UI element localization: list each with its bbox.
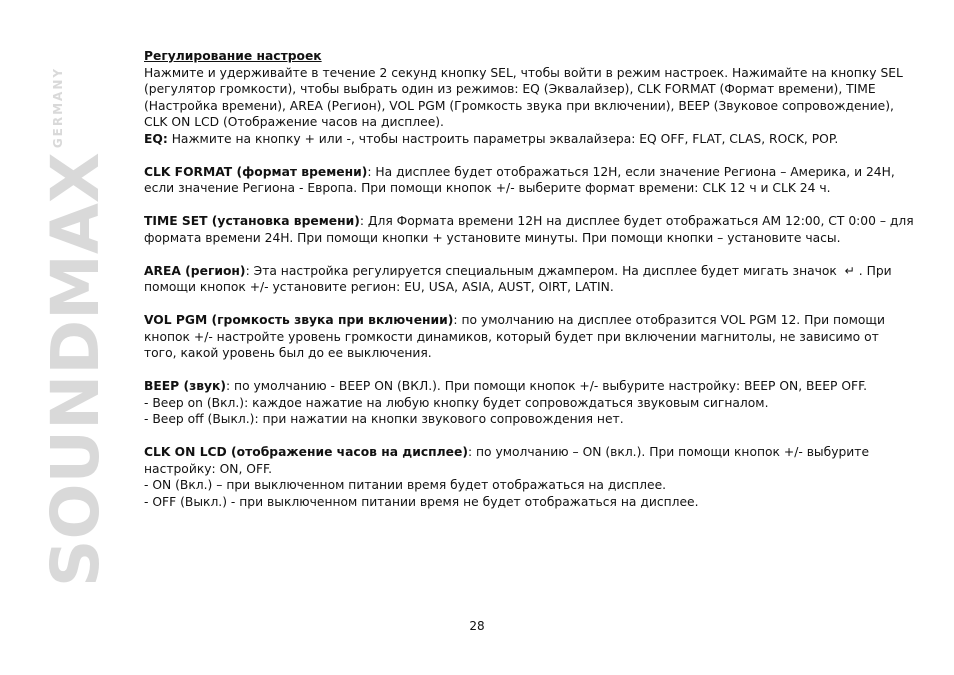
soundmax-logo xyxy=(37,42,114,612)
time-set-paragraph xyxy=(144,213,914,246)
eq-text: Нажмите на кнопку + или -, чтобы настроить параметры эквалайзера: EQ OFF, FLAT, CLAS, ROCK, POP. xyxy=(167,131,839,146)
area-text-1: : Эта настройка регулируется специальным джампером. На дисплее будет мигать значок xyxy=(245,263,837,278)
beep-text: : по умолчанию - BEEP ON (ВКЛ.). При помощи кнопок +/- выбурите настройку: BEEP ON, BEEP OFF. xyxy=(226,379,868,393)
clk-on-lcd-text: : по умолчанию – ON (вкл.). При помощи кнопок +/- выбурите настройку: ON, OFF. xyxy=(144,445,870,476)
vol-pgm-text: : по умолчанию на дисплее отобразится VOL PGM 12. При помощи кнопок +/- настройте уровень громкости динамиков, который будет при включении магнитолы, не зависимо от того, какой уровень был до ее выключения. xyxy=(144,313,885,360)
clk-on-lcd-paragraph xyxy=(144,444,914,477)
vol-pgm-label: VOL PGM (громкость звука при включении) xyxy=(144,313,454,327)
clk-on-lcd-label: CLK ON LCD (отображение часов на дисплее) xyxy=(144,445,468,459)
section-heading: Регулирование настроек xyxy=(144,49,322,63)
area-text-2: . При помощи кнопок +/- установите регион: EU, USA, ASIA, AUST, OIRT, LATIN. xyxy=(144,263,892,294)
logo-country: GERMANY xyxy=(51,66,65,149)
time-set-text: : Для Формата времени 12H на дисплее будет отображаться AM 12:00, CT 0:00 – для формата времени 24H. При помощи кнопки + установите минуты. При помощи кнопки – установите часы. xyxy=(144,214,914,245)
clk-format-paragraph xyxy=(144,164,914,197)
beep-paragraph xyxy=(144,378,914,395)
eq-paragraph xyxy=(144,131,914,148)
clk-format-label: CLK FORMAT (формат времени) xyxy=(144,164,368,179)
area-paragraph xyxy=(144,263,914,296)
beep-on-line: - Beep on (Вкл.): каждое нажатие на любую кнопку будет сопровождаться звуковым сигналом. xyxy=(144,395,769,410)
logo-brand: SOUNDMAX xyxy=(37,152,114,588)
clk-format-text: : На дисплее будет отображаться 12H, если значение Региона – Америка, и 24H, если значение Региона - Европа. При помощи кнопок +/- выберите формат времени: CLK 12 ч и CLK 24 ч. xyxy=(144,164,895,195)
manual-content xyxy=(144,48,914,510)
clk-on-lcd-off-line: - OFF (Выкл.) - при выключенном питании время не будет отображаться на дисплее. xyxy=(144,494,699,509)
area-label: AREA (регион) xyxy=(144,263,246,278)
eq-label: EQ: xyxy=(144,131,168,146)
intro-paragraph: Нажмите и удерживайте в течение 2 секунд кнопку SEL, чтобы войти в режим настроек. Нажимайте на кнопку SEL (регулятор громкости), чтобы выбрать один из режимов: EQ (Эквалайзер), CLK FORMAT (Формат времени), TIME (Настройка времени), AREA (Регион), VOL PGM (Громкость звука при включении), BEEP (Звуковое сопровождение), CLK ON LCD (Отображение часов на дисплее). xyxy=(144,65,903,129)
beep-label: BEEP (звук) xyxy=(144,379,226,393)
clk-on-lcd-on-line: - ON (Вкл.) – при выключенном питании время будет отображаться на дисплее. xyxy=(144,478,667,492)
page-number: 28 xyxy=(469,619,485,633)
vol-pgm-paragraph xyxy=(144,312,914,362)
time-set-label: TIME SET (установка времени) xyxy=(144,214,360,228)
beep-off-line: - Beep off (Выкл.): при нажатии на кнопки звукового сопровождения нет. xyxy=(144,412,624,426)
enter-icon: ↵ xyxy=(844,263,855,278)
